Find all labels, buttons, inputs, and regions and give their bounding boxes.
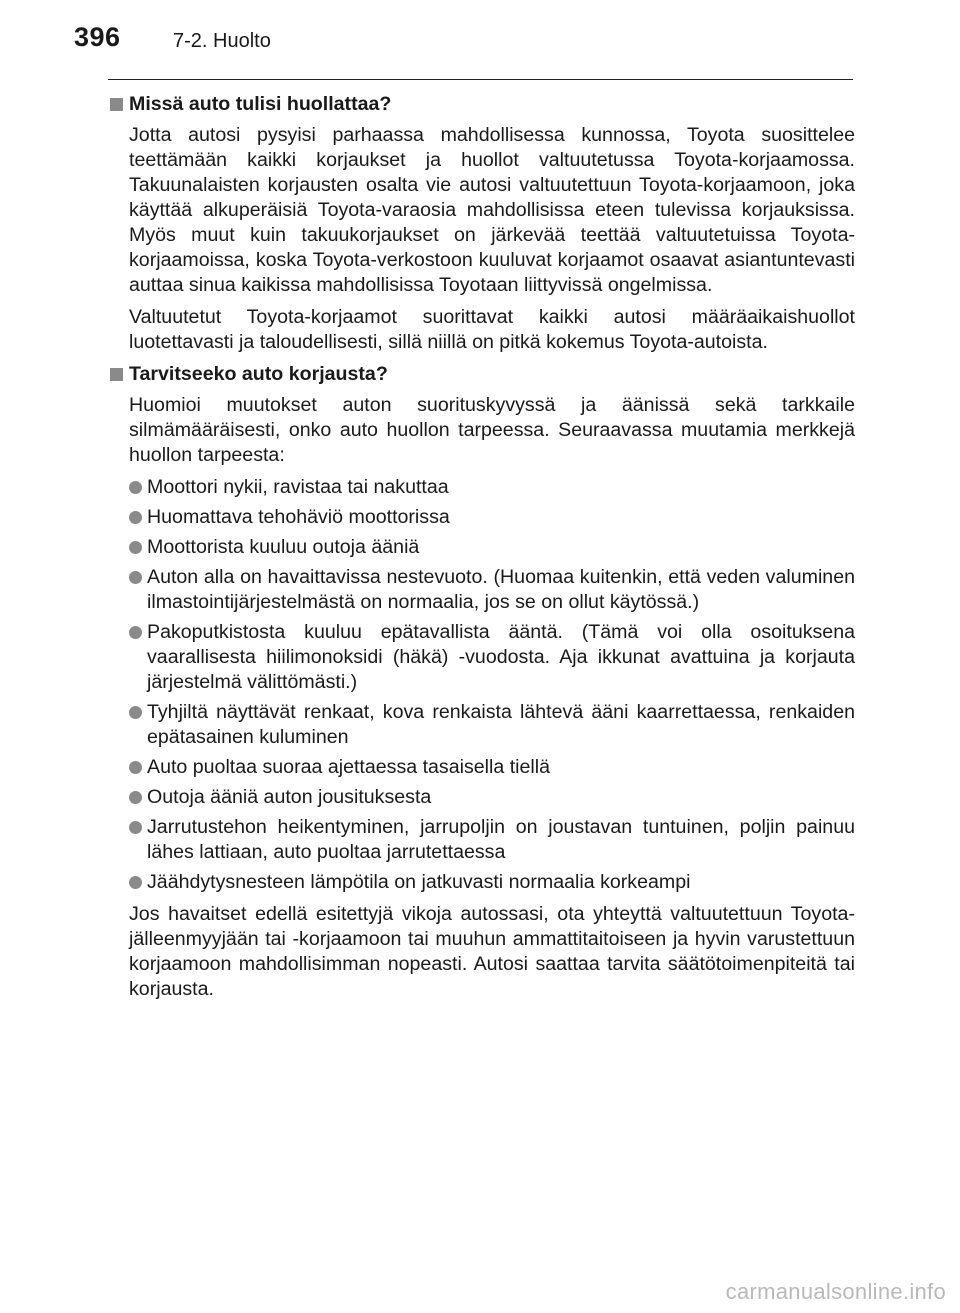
heading-text: Tarvitseeko auto korjausta?: [129, 363, 388, 385]
list-item-text: Jarrutustehon heikentyminen, jarrupoljin on joustavan tuntuinen, poljin painuu lähes lattiaan, auto puoltaa jarrutettaessa: [147, 816, 855, 863]
circle-bullet-icon: [129, 706, 142, 719]
list-item: [129, 475, 855, 500]
section-heading-where-to-service: [110, 92, 855, 117]
section-title: 7-2. Huolto: [173, 30, 271, 52]
list-item: [129, 755, 855, 780]
paragraph: Valtuutetut Toyota-korjaamot suorittavat kaikki autosi määräaikaishuollot luotettavasti ja taloudellisesti, sillä niillä on pitkä kokemus Toyota-autoista.: [129, 306, 855, 353]
list-item-text: Pakoputkistosta kuuluu epätavallista ääntä. (Tämä voi olla osoituksena vaarallisesta hiilimonoksidi (häkä) -vuodosta. Aja ikkunat avattuina ja korjauta järjestelmä välittömästi.): [147, 621, 855, 693]
symptom-list: [129, 475, 855, 895]
page-body: [110, 92, 855, 1009]
circle-bullet-icon: [129, 481, 142, 494]
square-bullet-icon: [110, 98, 123, 111]
list-item-text: Auto puoltaa suoraa ajettaessa tasaisella tiellä: [147, 756, 551, 778]
list-item: [129, 565, 855, 615]
list-item: [129, 700, 855, 750]
paragraph: Jotta autosi pysyisi parhaassa mahdollisessa kunnossa, Toyota suosittelee teettämään kaikki korjaukset ja huollot valtuutetussa Toyota-korjaamossa. Takuunalaisten korjausten osalta vie autosi valtuutettuun Toyota-korjaamoon, joka käyttää alkuperäisiä Toyota-varaosia mahdollisissa eteen tulevissa korjauksissa. Myös muut kuin takuukorjaukset on järkevää teettää valtuutetuissa Toyota-korjaamoissa, koska Toyota-verkostoon kuuluvat korjaamot osaavat asiantuntevasti auttaa sinua kaikissa mahdollisissa Toyotaan liittyvissä ongelmissa.: [129, 124, 855, 296]
list-item-text: Jäähdytysnesteen lämpötila on jatkuvasti normaalia korkeampi: [147, 871, 691, 893]
list-item: [129, 535, 855, 560]
list-item: [129, 815, 855, 865]
list-item-text: Huomattava tehohäviö moottorissa: [147, 506, 450, 528]
list-item-text: Auton alla on havaittavissa nestevuoto. (Huomaa kuitenkin, että veden valuminen ilmastointijärjestelmästä on normaalia, jos se on ollut käytössä.): [147, 566, 855, 613]
list-item-text: Moottori nykii, ravistaa tai nakuttaa: [147, 476, 449, 498]
closing-paragraph: Jos havaitset edellä esitettyjä vikoja autossasi, ota yhteyttä valtuutettuun Toyota-jälleenmyyjään tai -korjaamoon tai muuhun ammattitaitoiseen ja hyvin varustettuun korjaamoon mahdollisimman nopeasti. Autosi saattaa tarvita säätötoimenpiteitä tai korjausta.: [129, 903, 855, 1000]
list-item-text: Moottorista kuuluu outoja ääniä: [147, 536, 420, 558]
page-number: 396: [74, 22, 121, 52]
list-item-text: Tyhjiltä näyttävät renkaat, kova renkaista lähtevä ääni kaarrettaessa, renkaiden epätasainen kuluminen: [147, 701, 855, 748]
section-heading-needs-repair: [110, 362, 855, 387]
circle-bullet-icon: [129, 571, 142, 584]
circle-bullet-icon: [129, 541, 142, 554]
list-item: [129, 620, 855, 695]
circle-bullet-icon: [129, 821, 142, 834]
circle-bullet-icon: [129, 761, 142, 774]
list-item: [129, 505, 855, 530]
list-item-text: Outoja ääniä auton jousituksesta: [147, 786, 432, 808]
circle-bullet-icon: [129, 876, 142, 889]
header-divider: [108, 79, 853, 80]
list-item: [129, 870, 855, 895]
watermark: carmanualsonline.info: [725, 1279, 946, 1304]
circle-bullet-icon: [129, 626, 142, 639]
circle-bullet-icon: [129, 791, 142, 804]
heading-text: Missä auto tulisi huollattaa?: [129, 93, 392, 115]
paragraph: Huomioi muutokset auton suorituskyvyssä ja äänissä sekä tarkkaile silmämääräisesti, onko auto huollon tarpeessa. Seuraavassa muutamia merkkejä huollon tarpeesta:: [129, 394, 855, 466]
square-bullet-icon: [110, 368, 123, 381]
list-item: [129, 785, 855, 810]
circle-bullet-icon: [129, 511, 142, 524]
